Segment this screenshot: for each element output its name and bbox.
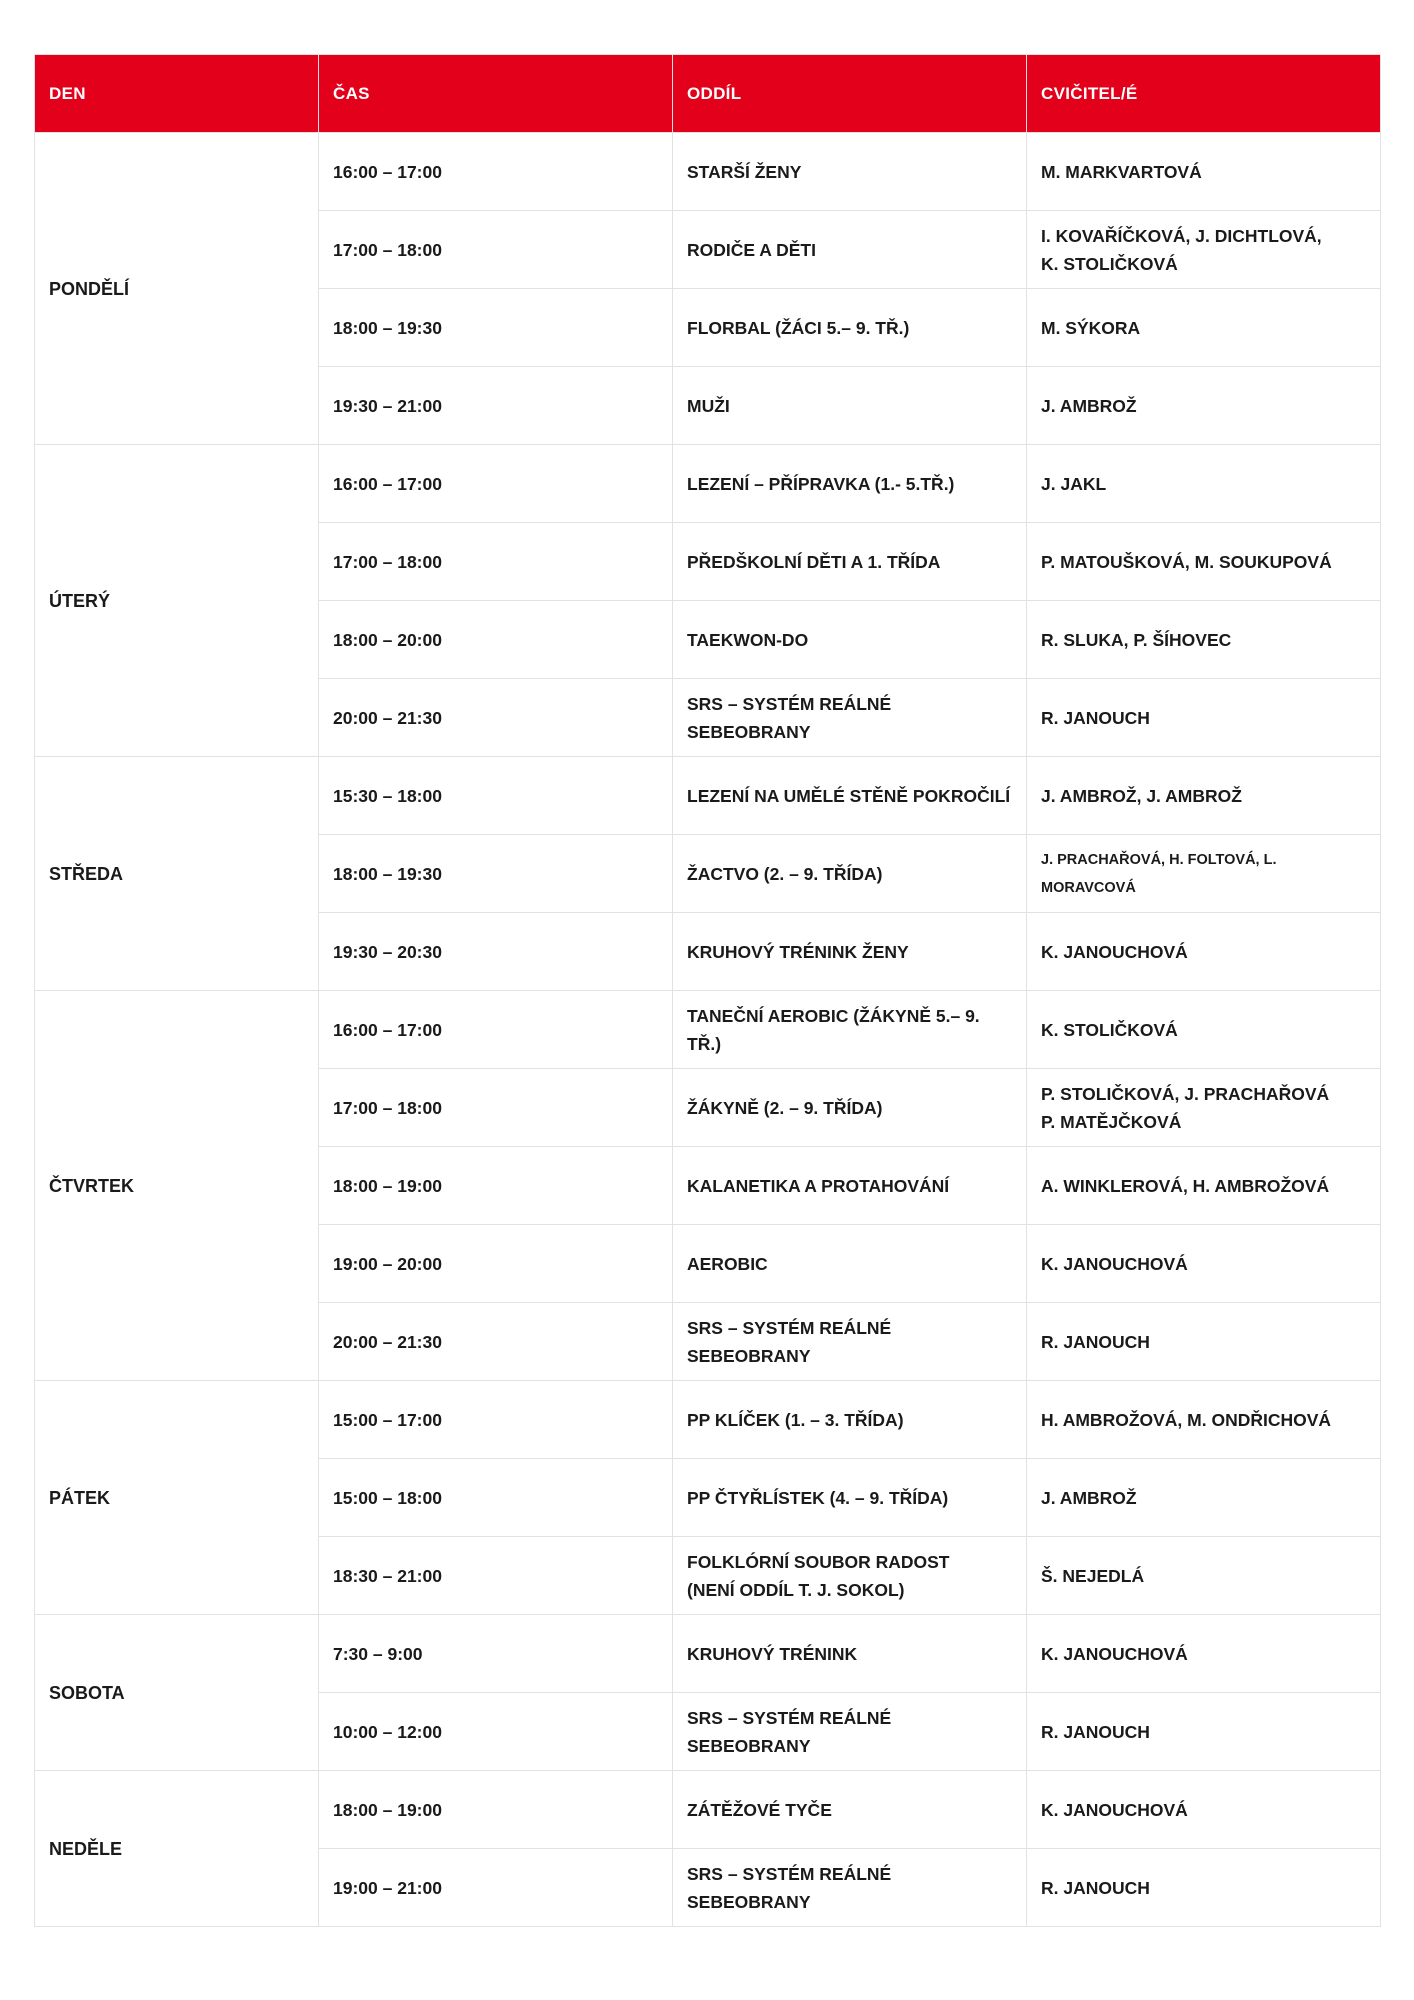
day-cell: ČTVRTEK: [35, 991, 319, 1381]
coach-line: K. JANOUCHOVÁ: [1041, 1799, 1188, 1820]
coach-line: H. AMBROŽOVÁ, M. ONDŘICHOVÁ: [1041, 1409, 1332, 1430]
section-cell: [673, 133, 1027, 211]
section-line: PŘEDŠKOLNÍ DĚTI A 1. TŘÍDA: [687, 551, 941, 572]
time-cell: 18:00 – 19:30: [319, 835, 673, 913]
section-cell: [673, 523, 1027, 601]
section-line: KRUHOVÝ TRÉNINK: [687, 1643, 858, 1664]
time-cell: 17:00 – 18:00: [319, 211, 673, 289]
time-cell: 19:30 – 21:00: [319, 367, 673, 445]
coach-cell: [1027, 835, 1381, 913]
coach-line: J. AMBROŽ: [1041, 1487, 1137, 1508]
time-cell: 18:00 – 19:00: [319, 1147, 673, 1225]
coach-line: P. MATOUŠKOVÁ, M. SOUKUPOVÁ: [1041, 551, 1332, 572]
day-cell: PÁTEK: [35, 1381, 319, 1615]
coach-cell: [1027, 757, 1381, 835]
section-line: SRS – SYSTÉM REÁLNÉ SEBEOBRANY: [687, 1707, 892, 1756]
coach-cell: [1027, 1693, 1381, 1771]
section-line: LEZENÍ – PŘÍPRAVKA (1.- 5.TŘ.): [687, 473, 955, 494]
coach-line: K. STOLIČKOVÁ: [1041, 253, 1178, 274]
coach-line: R. JANOUCH: [1041, 1877, 1150, 1898]
section-line: KRUHOVÝ TRÉNINK ŽENY: [687, 941, 909, 962]
section-line: FLORBAL (ŽÁCI 5.– 9. TŘ.): [687, 317, 910, 338]
section-cell: [673, 289, 1027, 367]
coach-cell: [1027, 1225, 1381, 1303]
header-coach: CVIČITEL/É: [1027, 55, 1381, 133]
coach-cell: [1027, 1381, 1381, 1459]
section-cell: [673, 1693, 1027, 1771]
time-cell: 19:30 – 20:30: [319, 913, 673, 991]
schedule-table: [34, 54, 1381, 1927]
table-row: [35, 991, 1381, 1069]
coach-line: J. PRACHAŘOVÁ, H. FOLTOVÁ, L. MORAVCOVÁ: [1041, 851, 1277, 896]
section-line: RODIČE A DĚTI: [687, 239, 816, 260]
coach-line: K. JANOUCHOVÁ: [1041, 1643, 1188, 1664]
time-cell: 10:00 – 12:00: [319, 1693, 673, 1771]
header-day: DEN: [35, 55, 319, 133]
section-cell: [673, 1459, 1027, 1537]
section-cell: [673, 211, 1027, 289]
section-cell: [673, 1537, 1027, 1615]
coach-cell: [1027, 133, 1381, 211]
time-cell: 16:00 – 17:00: [319, 133, 673, 211]
time-cell: 17:00 – 18:00: [319, 1069, 673, 1147]
coach-cell: [1027, 1615, 1381, 1693]
coach-cell: [1027, 913, 1381, 991]
coach-line: J. JAKL: [1041, 473, 1107, 494]
coach-line: M. SÝKORA: [1041, 317, 1141, 338]
section-cell: [673, 1303, 1027, 1381]
coach-cell: [1027, 991, 1381, 1069]
table-row: [35, 1771, 1381, 1849]
table-row: [35, 445, 1381, 523]
time-cell: 18:00 – 19:00: [319, 1771, 673, 1849]
coach-cell: [1027, 523, 1381, 601]
section-cell: [673, 1069, 1027, 1147]
section-cell: [673, 367, 1027, 445]
day-cell: PONDĚLÍ: [35, 133, 319, 445]
table-row: [35, 133, 1381, 211]
section-line: KALANETIKA A PROTAHOVÁNÍ: [687, 1175, 950, 1196]
section-line: SRS – SYSTÉM REÁLNÉ SEBEOBRANY: [687, 1317, 892, 1366]
time-cell: 15:00 – 17:00: [319, 1381, 673, 1459]
table-row: [35, 1615, 1381, 1693]
coach-line: Š. NEJEDLÁ: [1041, 1565, 1145, 1586]
section-line: ŽACTVO (2. – 9. TŘÍDA): [687, 863, 883, 884]
section-cell: [673, 913, 1027, 991]
coach-cell: [1027, 367, 1381, 445]
coach-line: K. STOLIČKOVÁ: [1041, 1019, 1178, 1040]
coach-line: J. AMBROŽ, J. AMBROŽ: [1041, 785, 1242, 806]
section-cell: [673, 1147, 1027, 1225]
section-line: PP KLÍČEK (1. – 3. TŘÍDA): [687, 1409, 904, 1430]
header-row: [35, 55, 1381, 133]
section-line: (NENÍ ODDÍL T. J. SOKOL): [687, 1579, 905, 1600]
coach-line: R. JANOUCH: [1041, 1721, 1150, 1742]
table-row: [35, 1381, 1381, 1459]
time-cell: 18:00 – 19:30: [319, 289, 673, 367]
coach-cell: [1027, 289, 1381, 367]
coach-line: J. AMBROŽ: [1041, 395, 1137, 416]
section-cell: [673, 991, 1027, 1069]
section-line: TAEKWON-DO: [687, 629, 809, 650]
section-line: MUŽI: [687, 395, 730, 416]
coach-line: A. WINKLEROVÁ, H. AMBROŽOVÁ: [1041, 1175, 1330, 1196]
section-cell: [673, 679, 1027, 757]
time-cell: 17:00 – 18:00: [319, 523, 673, 601]
section-cell: [673, 1849, 1027, 1927]
section-line: SRS – SYSTÉM REÁLNÉ SEBEOBRANY: [687, 693, 892, 742]
coach-line: R. JANOUCH: [1041, 1331, 1150, 1352]
coach-cell: [1027, 679, 1381, 757]
section-line: TANEČNÍ AEROBIC (ŽÁKYNĚ 5.– 9. TŘ.): [687, 1005, 980, 1054]
section-cell: [673, 1381, 1027, 1459]
coach-line: P. STOLIČKOVÁ, J. PRACHAŘOVÁ: [1041, 1083, 1330, 1104]
section-line: ZÁTĚŽOVÉ TYČE: [687, 1799, 832, 1820]
coach-line: I. KOVAŘÍČKOVÁ, J. DICHTLOVÁ,: [1041, 225, 1322, 246]
coach-line: M. MARKVARTOVÁ: [1041, 161, 1202, 182]
coach-line: K. JANOUCHOVÁ: [1041, 941, 1188, 962]
section-line: SRS – SYSTÉM REÁLNÉ SEBEOBRANY: [687, 1863, 892, 1912]
day-cell: SOBOTA: [35, 1615, 319, 1771]
section-line: LEZENÍ NA UMĚLÉ STĚNĚ POKROČILÍ: [687, 785, 1011, 806]
header-time: ČAS: [319, 55, 673, 133]
coach-cell: [1027, 1771, 1381, 1849]
table-row: [35, 757, 1381, 835]
day-cell: STŘEDA: [35, 757, 319, 991]
coach-cell: [1027, 1459, 1381, 1537]
coach-cell: [1027, 445, 1381, 523]
table-header: [35, 55, 1381, 133]
section-line: PP ČTYŘLÍSTEK (4. – 9. TŘÍDA): [687, 1487, 949, 1508]
coach-cell: [1027, 1537, 1381, 1615]
section-cell: [673, 1771, 1027, 1849]
section-cell: [673, 445, 1027, 523]
time-cell: 15:30 – 18:00: [319, 757, 673, 835]
coach-line: P. MATĚJČKOVÁ: [1041, 1111, 1182, 1132]
time-cell: 18:30 – 21:00: [319, 1537, 673, 1615]
time-cell: 7:30 – 9:00: [319, 1615, 673, 1693]
coach-cell: [1027, 1849, 1381, 1927]
section-line: STARŠÍ ŽENY: [687, 161, 802, 182]
time-cell: 20:00 – 21:30: [319, 679, 673, 757]
coach-cell: [1027, 1069, 1381, 1147]
day-cell: NEDĚLE: [35, 1771, 319, 1927]
table-body: [35, 133, 1381, 1927]
time-cell: 18:00 – 20:00: [319, 601, 673, 679]
section-cell: [673, 1225, 1027, 1303]
section-line: AEROBIC: [687, 1253, 768, 1274]
section-cell: [673, 601, 1027, 679]
time-cell: 16:00 – 17:00: [319, 445, 673, 523]
coach-line: R. JANOUCH: [1041, 707, 1150, 728]
section-line: FOLKLÓRNÍ SOUBOR RADOST: [687, 1551, 950, 1572]
time-cell: 19:00 – 20:00: [319, 1225, 673, 1303]
coach-line: K. JANOUCHOVÁ: [1041, 1253, 1188, 1274]
time-cell: 19:00 – 21:00: [319, 1849, 673, 1927]
time-cell: 16:00 – 17:00: [319, 991, 673, 1069]
day-cell: ÚTERÝ: [35, 445, 319, 757]
header-section: ODDÍL: [673, 55, 1027, 133]
section-line: ŽÁKYNĚ (2. – 9. TŘÍDA): [687, 1097, 883, 1118]
coach-cell: [1027, 211, 1381, 289]
time-cell: 15:00 – 18:00: [319, 1459, 673, 1537]
coach-cell: [1027, 601, 1381, 679]
coach-cell: [1027, 1303, 1381, 1381]
coach-line: R. SLUKA, P. ŠÍHOVEC: [1041, 629, 1232, 650]
section-cell: [673, 757, 1027, 835]
time-cell: 20:00 – 21:30: [319, 1303, 673, 1381]
section-cell: [673, 1615, 1027, 1693]
coach-cell: [1027, 1147, 1381, 1225]
section-cell: [673, 835, 1027, 913]
